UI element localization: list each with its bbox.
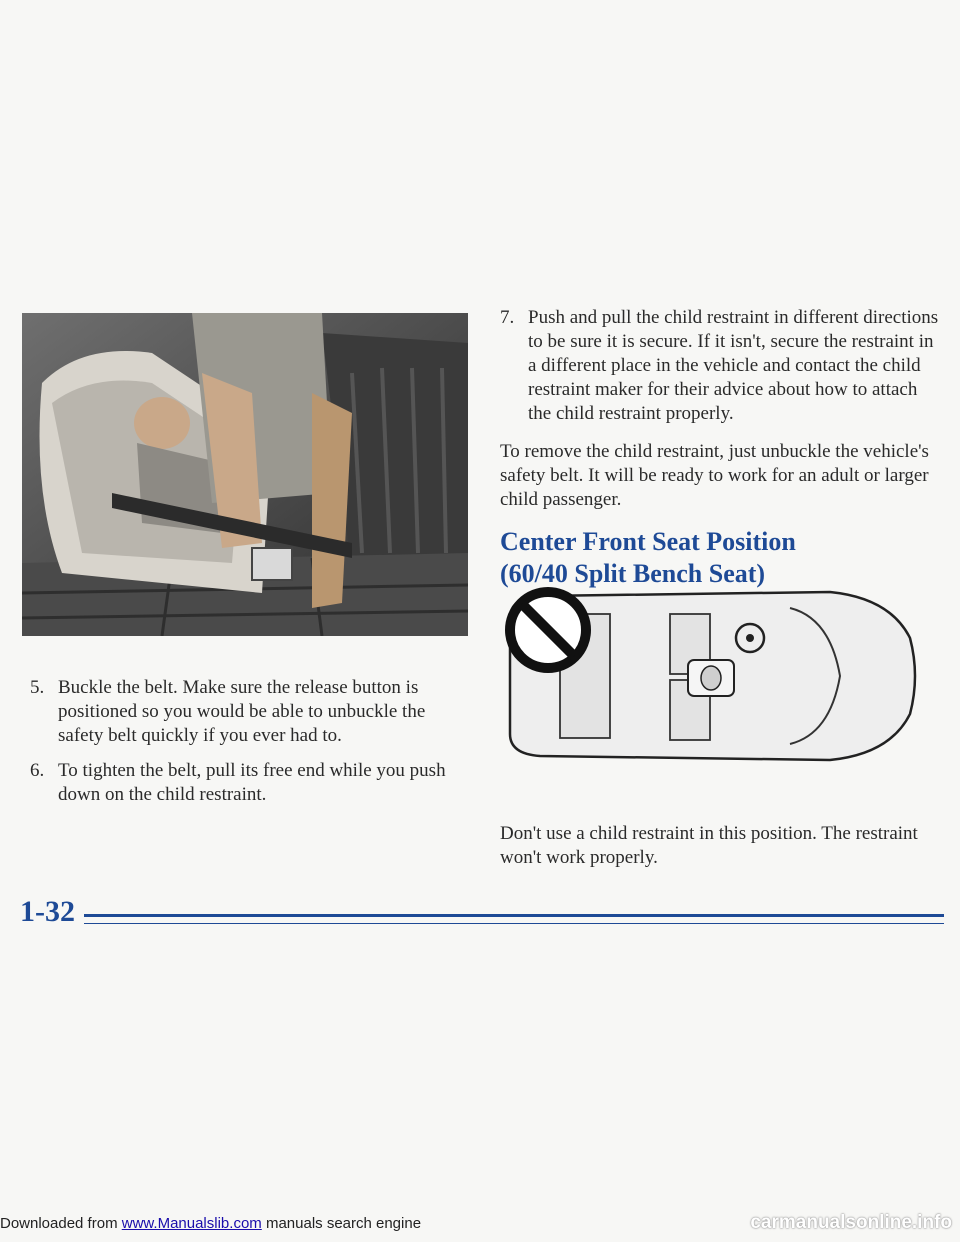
footer-rule bbox=[84, 914, 944, 917]
section-title-line-2: (60/40 Split Bench Seat) bbox=[500, 559, 766, 588]
download-banner bbox=[0, 1215, 421, 1232]
step-5 bbox=[30, 676, 470, 748]
watermark: carmanualsonline.info bbox=[750, 1212, 952, 1233]
step-6 bbox=[30, 759, 470, 807]
banner-suffix: manuals search engine bbox=[261, 1215, 422, 1232]
manualslib-link[interactable]: www.Manualslib.com bbox=[121, 1215, 262, 1232]
footer-rule-thin bbox=[84, 923, 944, 924]
page-number: 1-32 bbox=[20, 895, 75, 928]
step-number: 6. bbox=[30, 760, 45, 781]
steps-left bbox=[30, 676, 470, 818]
step-number: 7. bbox=[500, 307, 515, 328]
child-restraint-install-photo bbox=[22, 313, 468, 636]
step-7 bbox=[500, 306, 940, 426]
banner-prefix: Downloaded from bbox=[0, 1215, 122, 1232]
step-text: Buckle the belt. Make sure the release button is positioned so you would be able to unbuckle the safety belt quickly if you ever had to. bbox=[58, 677, 426, 746]
diagram-caption: Don't use a child restraint in this position. The restraint won't work properly. bbox=[500, 823, 918, 868]
right-column bbox=[500, 306, 940, 590]
center-seat-diagram bbox=[500, 578, 924, 774]
step-number: 5. bbox=[30, 677, 45, 698]
remove-restraint-paragraph: To remove the child restraint, just unbuckle the vehicle's safety belt. It will be ready to work for an adult or larger child passenger. bbox=[500, 441, 929, 510]
section-title-line-1: Center Front Seat Position bbox=[500, 527, 796, 556]
step-text: Push and pull the child restraint in different directions to be sure it is secure. If it isn't, secure the restraint in a different place in the vehicle and contact the child restraint maker for their advice about how to attach the child restraint properly. bbox=[528, 307, 939, 424]
step-text: To tighten the belt, pull its free end while you push down on the child restraint. bbox=[58, 760, 446, 805]
